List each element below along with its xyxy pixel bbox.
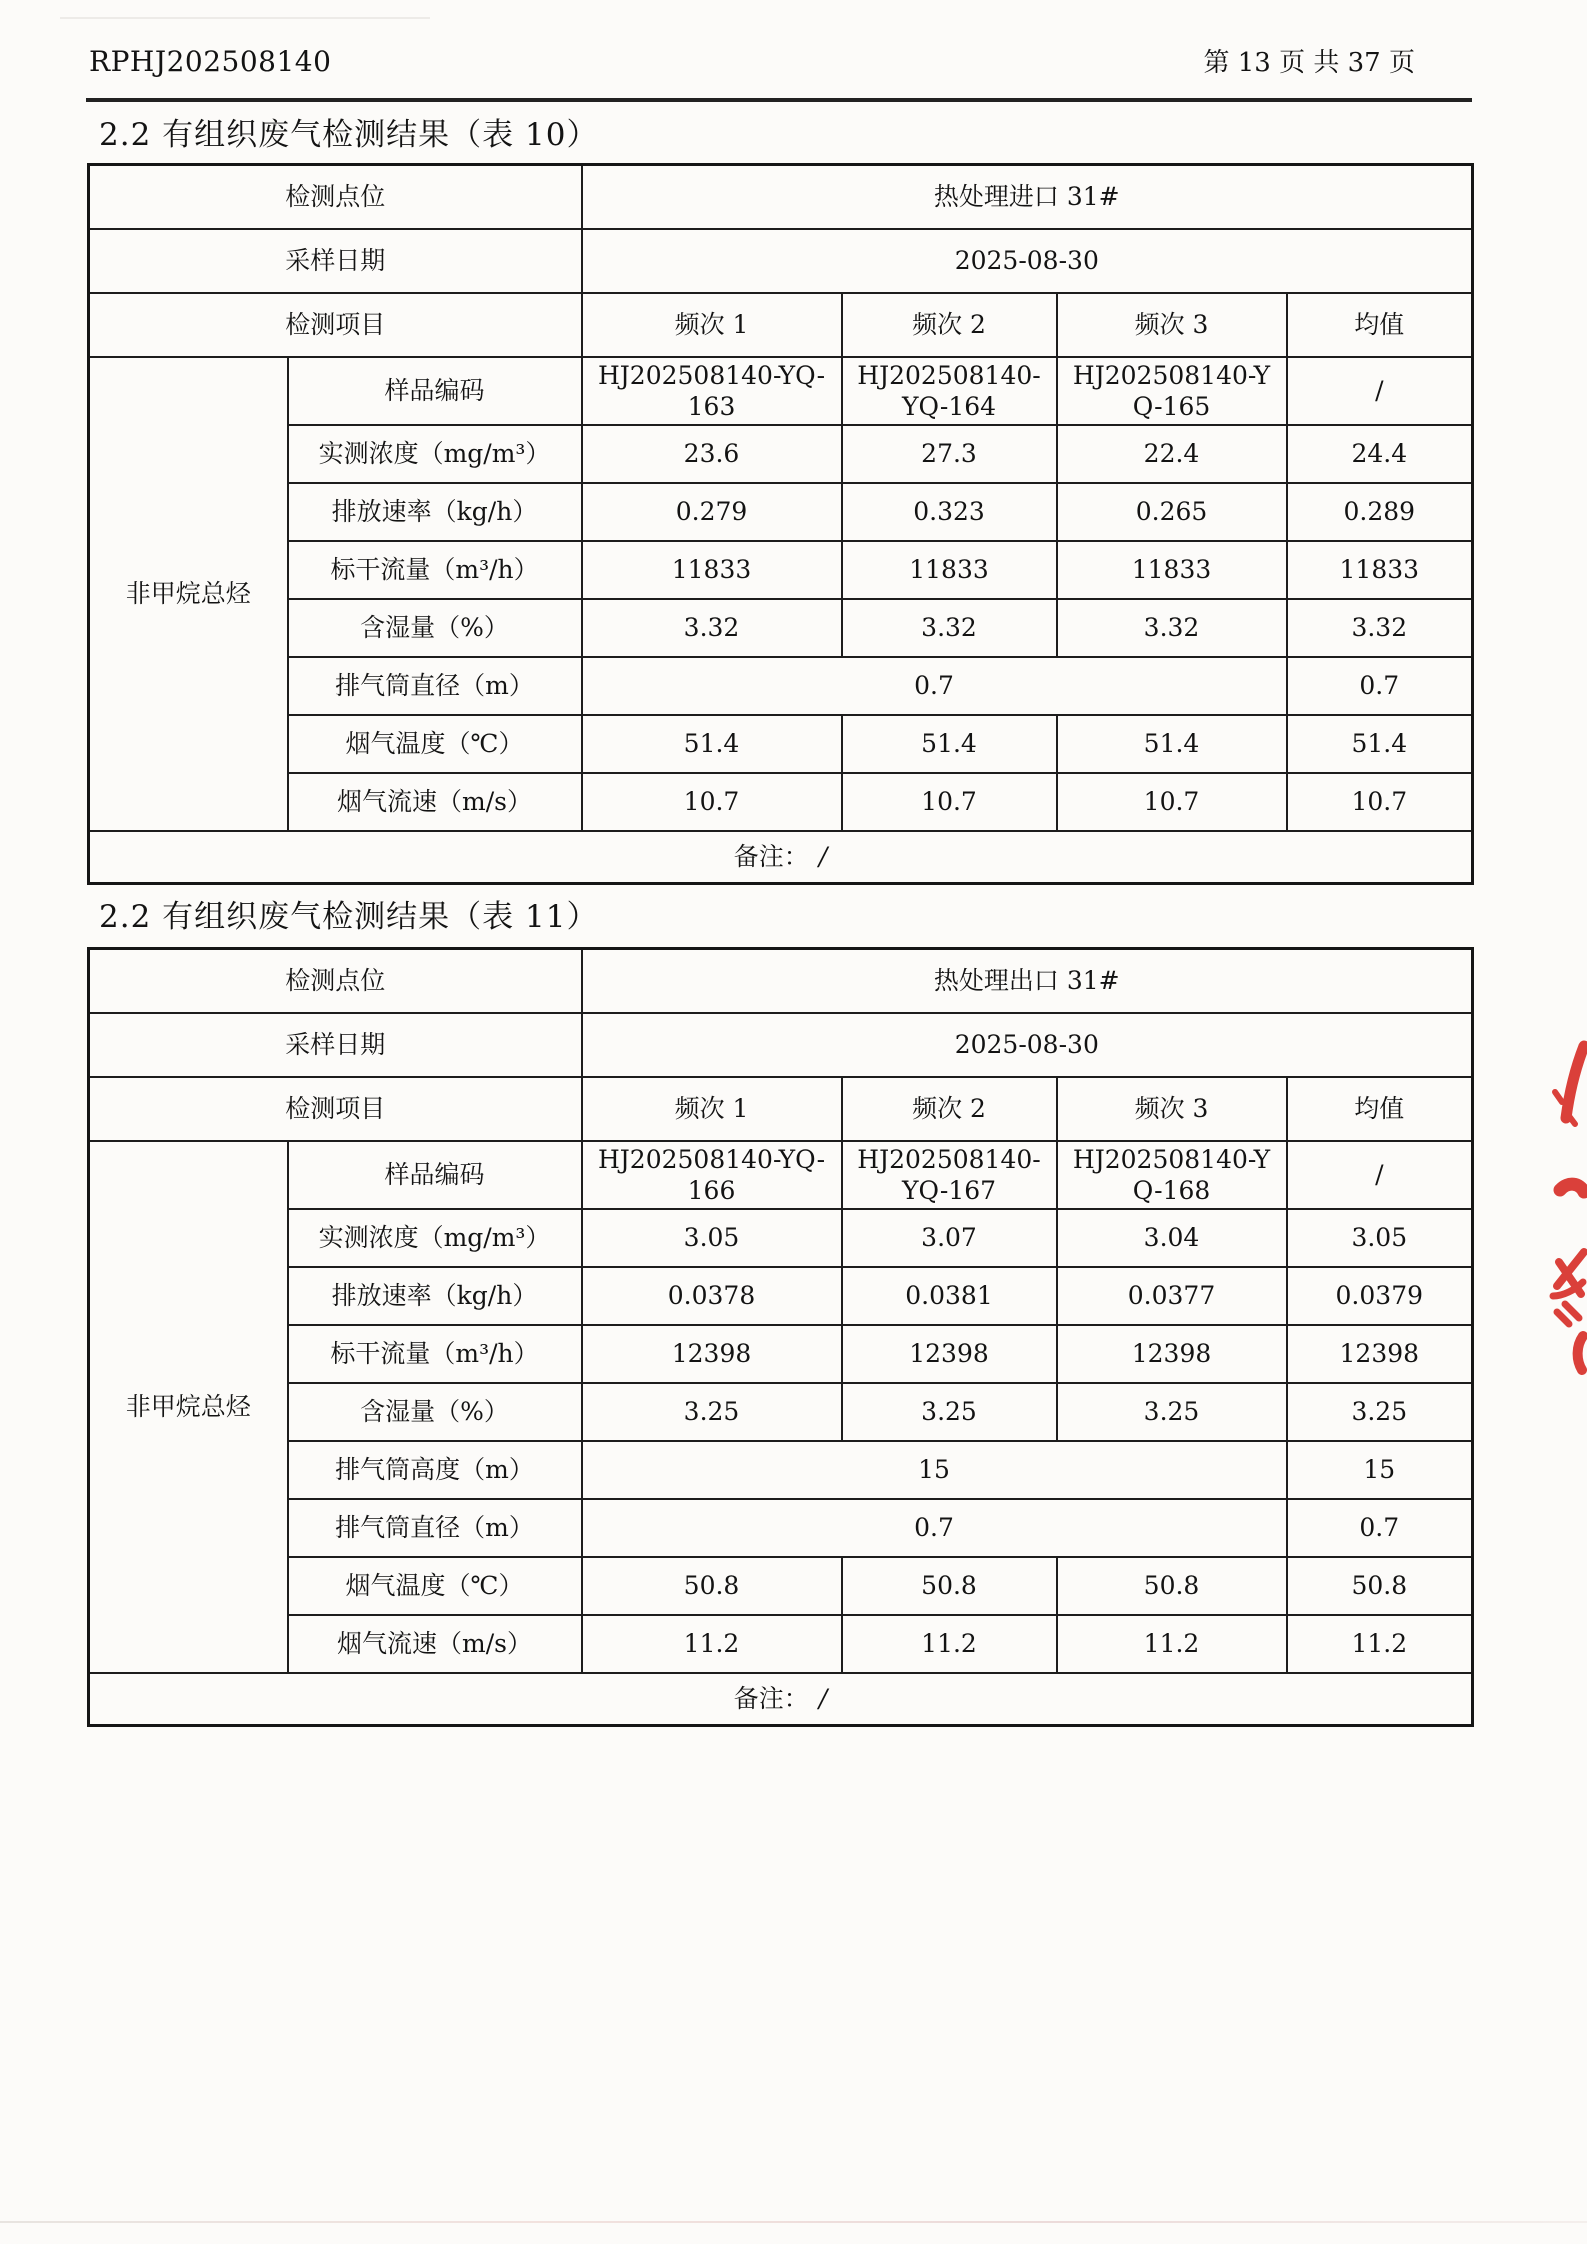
cell-value: 11833 (582, 541, 842, 599)
cell-item-label: 检测项目 (89, 293, 582, 357)
table-row (89, 541, 1473, 599)
cell-value: 3.25 (582, 1383, 842, 1441)
cell-avg-header: 均值 (1287, 1077, 1473, 1141)
cell-value: 0.265 (1057, 483, 1287, 541)
cell-value: 0.279 (582, 483, 842, 541)
cell-date-label: 采样日期 (89, 1013, 582, 1077)
cell-value: 12398 (582, 1325, 842, 1383)
cell-point-value: 热处理进口 31# (582, 165, 1473, 229)
cell-param-label: 含湿量（%） (288, 599, 582, 657)
cell-value: 3.04 (1057, 1209, 1287, 1267)
table-row (89, 1673, 1473, 1725)
cell-value: 0.289 (1287, 483, 1473, 541)
report-number: RPHJ202508140 (89, 45, 332, 78)
cell-point-label: 检测点位 (89, 165, 582, 229)
cell-param-label: 排气筒直径（m） (288, 1499, 582, 1557)
cell-value: 3.05 (1287, 1209, 1473, 1267)
table-row (89, 599, 1473, 657)
cell-value: 3.25 (1287, 1383, 1473, 1441)
cell-value: 12398 (1287, 1325, 1473, 1383)
cell-value: 10.7 (1057, 773, 1287, 831)
cell-param-label: 样品编码 (288, 1141, 582, 1210)
cell-value: 24.4 (1287, 425, 1473, 483)
cell-freq2-header: 频次 2 (842, 1077, 1057, 1141)
cell-value: 0.7 (1287, 657, 1473, 715)
cell-value: 0.323 (842, 483, 1057, 541)
cell-note (89, 831, 1473, 883)
cell-param-label: 烟气流速（m/s） (288, 1615, 582, 1673)
cell-param-label: 标干流量（m³/h） (288, 541, 582, 599)
cell-value: 50.8 (1287, 1557, 1473, 1615)
cell-value: 3.25 (842, 1383, 1057, 1441)
cell-pollutant-name: 非甲烷总烃 (89, 357, 288, 832)
cell-value: HJ202508140-YQ-167 (842, 1141, 1057, 1210)
cell-value: 11.2 (842, 1615, 1057, 1673)
red-ink-annotation (1535, 1028, 1587, 1388)
table-row (89, 1325, 1473, 1383)
cell-value: 3.05 (582, 1209, 842, 1267)
section-title-table11: 2.2 有组织废气检测结果（表 11） (99, 899, 599, 935)
header-divider (86, 98, 1472, 102)
table-row (89, 831, 1473, 883)
cell-value: 11.2 (582, 1615, 842, 1673)
table-row (89, 425, 1473, 483)
table-row (89, 1615, 1473, 1673)
cell-param-label: 排放速率（kg/h） (288, 483, 582, 541)
cell-value: 27.3 (842, 425, 1057, 483)
cell-param-label: 标干流量（m³/h） (288, 1325, 582, 1383)
cell-value: / (1287, 1141, 1473, 1210)
cell-value: HJ202508140-YQ-164 (842, 357, 1057, 426)
emission-results-table-11 (87, 947, 1474, 1727)
table-row (89, 773, 1473, 831)
cell-param-label: 样品编码 (288, 357, 582, 426)
cell-freq3-header: 频次 3 (1057, 293, 1287, 357)
cell-value: HJ202508140-YQ-163 (582, 357, 842, 426)
cell-value: 3.32 (842, 599, 1057, 657)
cell-value: HJ202508140-YQ-165 (1057, 357, 1287, 426)
cell-value: 3.32 (582, 599, 842, 657)
cell-param-label: 排气筒高度（m） (288, 1441, 582, 1499)
scan-artifact-line-top (60, 17, 430, 19)
table-row (89, 483, 1473, 541)
cell-value: 11833 (1057, 541, 1287, 599)
cell-value: 23.6 (582, 425, 842, 483)
scan-artifact-line-bottom (0, 2221, 1587, 2223)
cell-value: 3.07 (842, 1209, 1057, 1267)
cell-value: 3.32 (1287, 599, 1473, 657)
cell-merged-value: 15 (582, 1441, 1287, 1499)
table-row (89, 229, 1473, 293)
cell-value: / (1287, 357, 1473, 426)
table-row (89, 657, 1473, 715)
cell-value: 12398 (842, 1325, 1057, 1383)
table-row (89, 1557, 1473, 1615)
table-row (89, 165, 1473, 229)
section-title-table10: 2.2 有组织废气检测结果（表 10） (99, 117, 599, 153)
page-number: 第 13 页 共 37 页 (1203, 48, 1415, 78)
cell-date-label: 采样日期 (89, 229, 582, 293)
emission-results-table-10 (87, 163, 1474, 885)
table-row (89, 1013, 1473, 1077)
cell-value: 15 (1287, 1441, 1473, 1499)
table-row (89, 1141, 1473, 1210)
cell-value: HJ202508140-YQ-168 (1057, 1141, 1287, 1210)
cell-value: 10.7 (842, 773, 1057, 831)
cell-date-value: 2025-08-30 (582, 1013, 1473, 1077)
cell-point-value: 热处理出口 31# (582, 949, 1473, 1013)
page-header (89, 42, 1471, 79)
cell-value: 51.4 (582, 715, 842, 773)
cell-point-label: 检测点位 (89, 949, 582, 1013)
cell-value: 0.0381 (842, 1267, 1057, 1325)
cell-value: 11.2 (1287, 1615, 1473, 1673)
cell-value: 0.0379 (1287, 1267, 1473, 1325)
cell-value: 11833 (1287, 541, 1473, 599)
table-row (89, 1209, 1473, 1267)
cell-param-label: 烟气温度（℃） (288, 715, 582, 773)
cell-pollutant-name: 非甲烷总烃 (89, 1141, 288, 1674)
table-row (89, 1077, 1473, 1141)
table-row (89, 293, 1473, 357)
note-label: 备注： (733, 842, 809, 872)
cell-value: HJ202508140-YQ-166 (582, 1141, 842, 1210)
cell-param-label: 烟气温度（℃） (288, 1557, 582, 1615)
cell-freq1-header: 频次 1 (582, 1077, 842, 1141)
cell-value: 51.4 (1057, 715, 1287, 773)
table-row (89, 1383, 1473, 1441)
note-value: / (818, 1684, 828, 1714)
cell-param-label: 实测浓度（mg/m³） (288, 425, 582, 483)
cell-date-value: 2025-08-30 (582, 229, 1473, 293)
cell-value: 0.0378 (582, 1267, 842, 1325)
cell-merged-value: 0.7 (582, 657, 1287, 715)
cell-value: 0.7 (1287, 1499, 1473, 1557)
cell-param-label: 烟气流速（m/s） (288, 773, 582, 831)
table-row (89, 1441, 1473, 1499)
cell-param-label: 实测浓度（mg/m³） (288, 1209, 582, 1267)
table-row (89, 357, 1473, 426)
note-label: 备注： (733, 1684, 809, 1714)
cell-freq2-header: 频次 2 (842, 293, 1057, 357)
cell-freq3-header: 频次 3 (1057, 1077, 1287, 1141)
cell-value: 51.4 (842, 715, 1057, 773)
cell-value: 3.25 (1057, 1383, 1287, 1441)
cell-value: 50.8 (582, 1557, 842, 1615)
table-row (89, 949, 1473, 1013)
cell-avg-header: 均值 (1287, 293, 1473, 357)
cell-value: 22.4 (1057, 425, 1287, 483)
cell-freq1-header: 频次 1 (582, 293, 842, 357)
cell-value: 0.0377 (1057, 1267, 1287, 1325)
table-row (89, 1267, 1473, 1325)
cell-item-label: 检测项目 (89, 1077, 582, 1141)
cell-note (89, 1673, 1473, 1725)
cell-param-label: 排气筒直径（m） (288, 657, 582, 715)
cell-value: 12398 (1057, 1325, 1287, 1383)
cell-param-label: 含湿量（%） (288, 1383, 582, 1441)
table-row (89, 1499, 1473, 1557)
cell-value: 3.32 (1057, 599, 1287, 657)
note-value: / (818, 842, 828, 872)
cell-value: 10.7 (1287, 773, 1473, 831)
cell-value: 11833 (842, 541, 1057, 599)
cell-value: 11.2 (1057, 1615, 1287, 1673)
cell-value: 10.7 (582, 773, 842, 831)
cell-merged-value: 0.7 (582, 1499, 1287, 1557)
cell-param-label: 排放速率（kg/h） (288, 1267, 582, 1325)
table-row (89, 715, 1473, 773)
cell-value: 51.4 (1287, 715, 1473, 773)
cell-value: 50.8 (1057, 1557, 1287, 1615)
cell-value: 50.8 (842, 1557, 1057, 1615)
